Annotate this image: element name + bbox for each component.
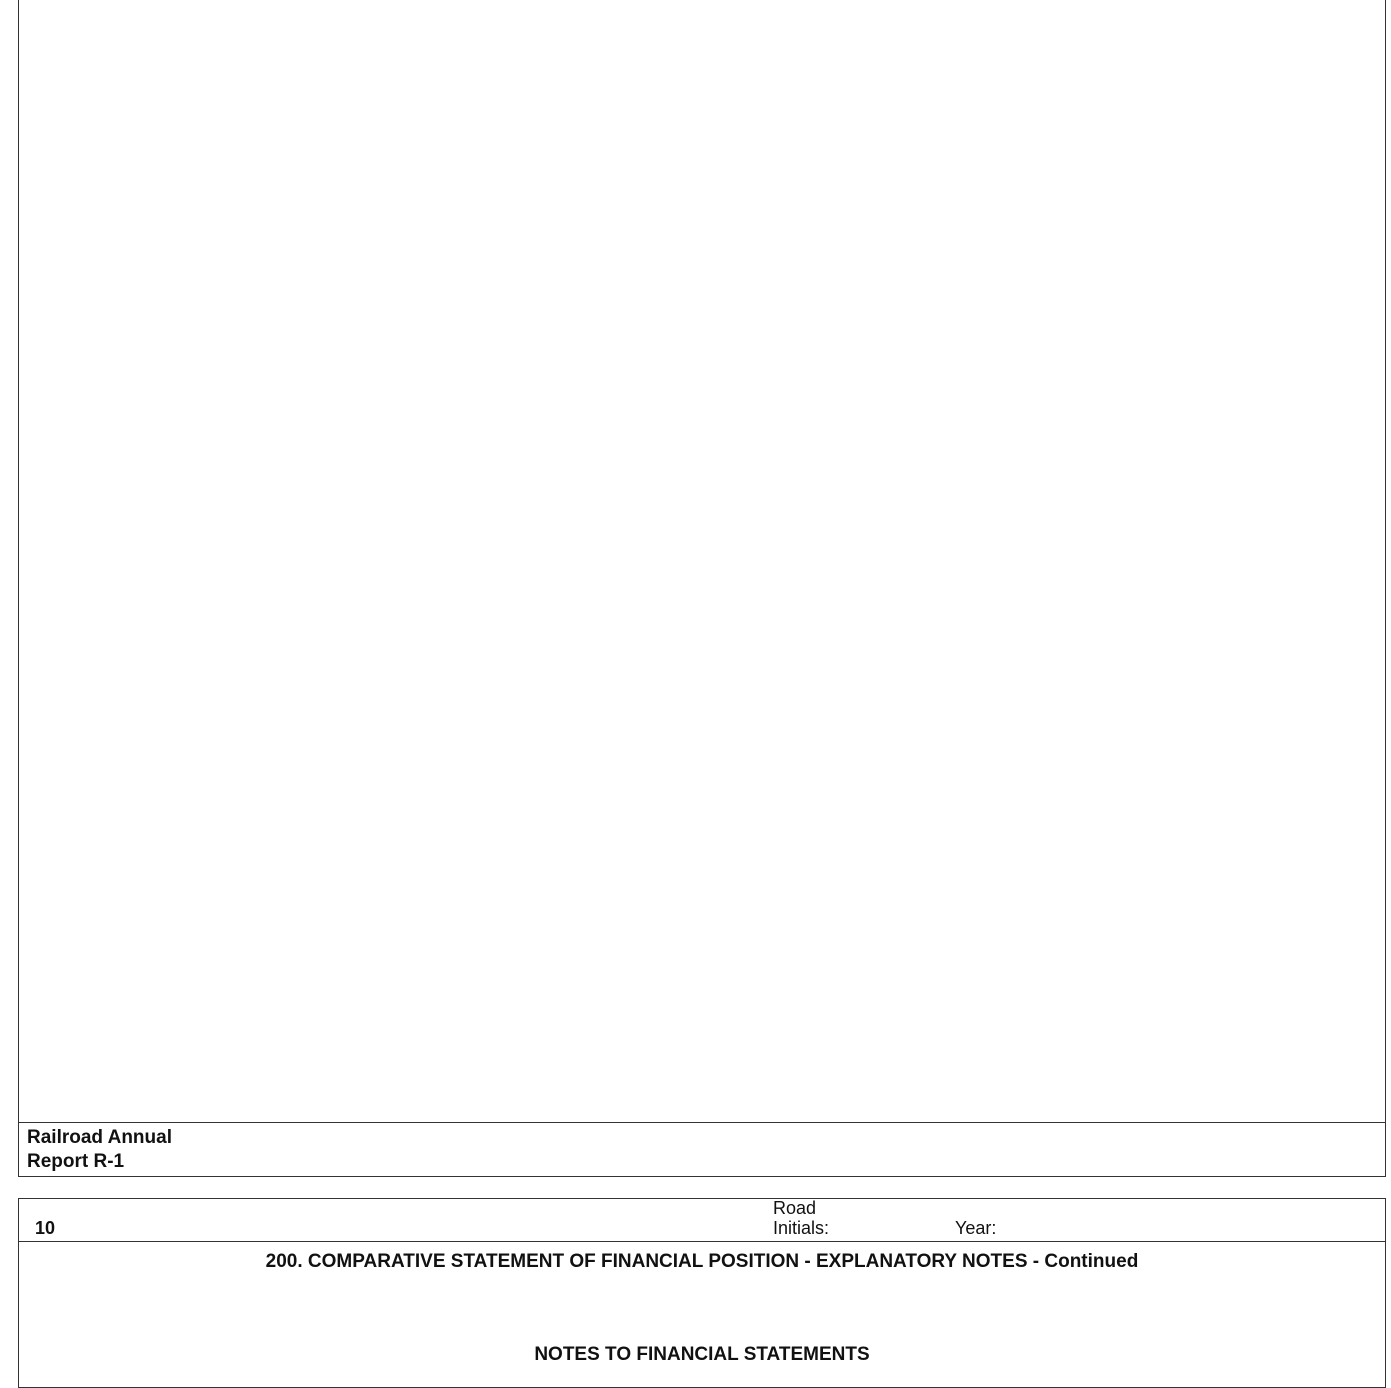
current-page-frame: [18, 1198, 1386, 1388]
notes-title: NOTES TO FINANCIAL STATEMENTS: [534, 1344, 870, 1365]
footer-report-code: Report R-1: [27, 1151, 125, 1172]
road-label-line2: Initials:: [773, 1218, 830, 1238]
road-initials-label: [773, 1198, 829, 1238]
footer-report-name: Railroad Annual: [27, 1127, 172, 1148]
page-header: [19, 1199, 1385, 1242]
page-number: 10: [35, 1218, 56, 1238]
previous-page-frame: [18, 0, 1386, 1177]
blank-notes-area: [19, 0, 1385, 1123]
road-label-line1: Road: [773, 1198, 817, 1218]
year-label: Year:: [955, 1218, 997, 1238]
page-footer: [19, 1123, 1385, 1176]
section-title: 200. COMPARATIVE STATEMENT OF FINANCIAL POSITION - EXPLANATORY NOTES - Continued: [265, 1251, 1139, 1272]
